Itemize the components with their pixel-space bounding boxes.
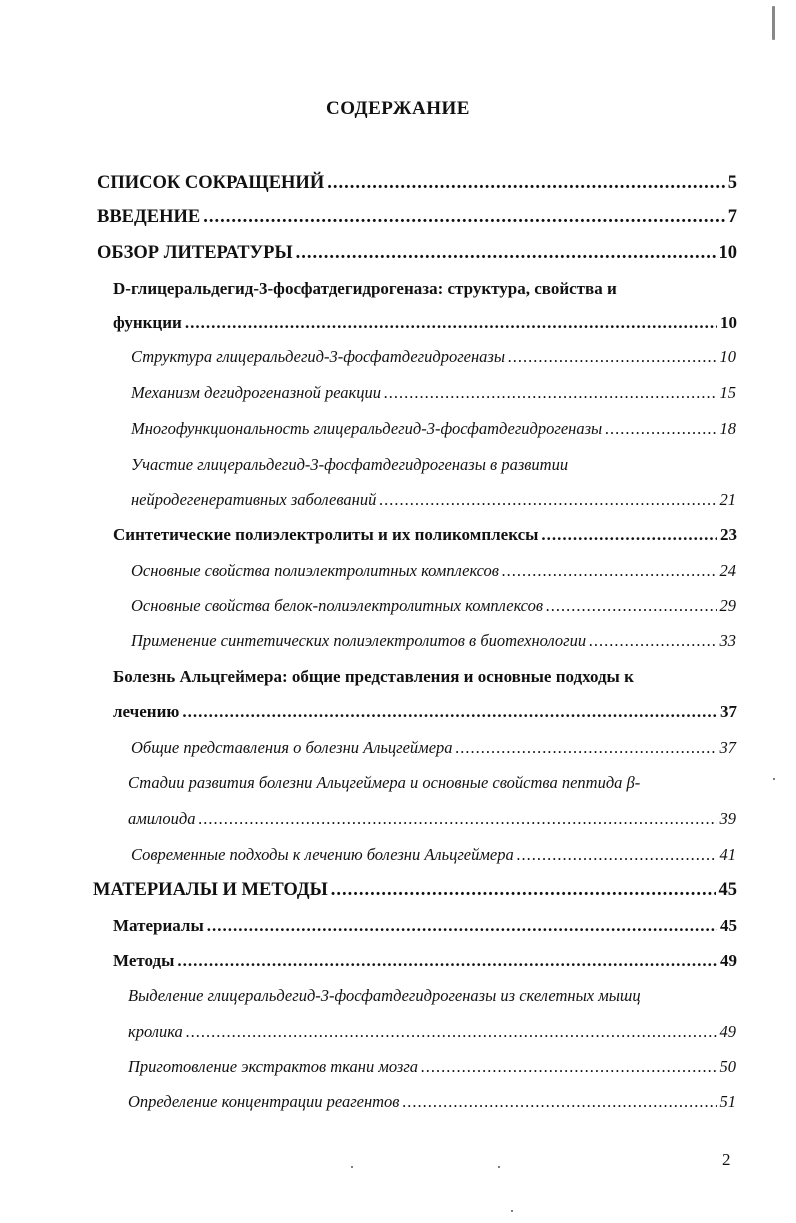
- dot-leader: [456, 735, 717, 761]
- toc-entry-pec-properties: [131, 558, 736, 584]
- toc-label: амилоида: [128, 809, 196, 828]
- toc-page: 37: [719, 738, 736, 757]
- dot-leader: [508, 344, 717, 370]
- toc-entry-alzheimer-stages-line1: Стадии развития болезни Альцгеймера и основные свойства пептида β-: [128, 773, 641, 792]
- toc-page: 41: [719, 845, 736, 864]
- scan-artifact: [351, 1166, 353, 1168]
- toc-label: ОБЗОР ЛИТЕРАТУРЫ: [97, 243, 293, 263]
- dot-leader: [177, 948, 717, 974]
- dot-leader: [517, 842, 717, 868]
- toc-page: 10: [720, 313, 737, 332]
- toc-entry-pe-biotech: [131, 628, 736, 654]
- toc-label: Применение синтетических полиэлектролитов в биотехнологии: [131, 631, 587, 650]
- toc-entry-gapdh: [113, 310, 737, 336]
- toc-page: 23: [720, 525, 737, 544]
- toc-entry-polyelectrolytes: [113, 522, 737, 548]
- toc-entry-reagent-concentration: [128, 1089, 736, 1115]
- toc-page: 10: [719, 347, 736, 366]
- toc-entry-alzheimer-modern: [131, 842, 736, 868]
- toc-page: 29: [719, 596, 736, 615]
- toc-entry-gapdh-neuro: [131, 487, 736, 513]
- dot-leader: [296, 240, 716, 266]
- toc-entry-literature-review: [97, 240, 737, 266]
- toc-page: 50: [719, 1057, 736, 1076]
- toc-entry-materials: [113, 913, 737, 939]
- dot-leader: [541, 522, 717, 548]
- toc-page: 18: [719, 419, 736, 438]
- dot-leader: [379, 487, 716, 513]
- toc-page: 45: [720, 916, 737, 935]
- toc-label: Синтетические полиэлектролиты и их поликомплексы: [113, 525, 539, 544]
- toc-page: 15: [719, 383, 736, 402]
- toc-label: Методы: [113, 951, 175, 970]
- dot-leader: [327, 170, 725, 196]
- toc-page: 45: [718, 880, 737, 900]
- toc-label: СПИСОК СОКРАЩЕНИЙ: [97, 173, 325, 193]
- toc-entry-materials-methods: [93, 877, 737, 903]
- toc-label: ВВЕДЕНИЕ: [97, 207, 201, 227]
- toc-label: Материалы: [113, 916, 204, 935]
- dot-leader: [421, 1054, 716, 1080]
- toc-page: 10: [718, 243, 737, 263]
- toc-entry-alzheimer: [113, 699, 737, 725]
- toc-entry-isolation: [128, 1019, 736, 1045]
- toc-page: 21: [719, 490, 736, 509]
- toc-entry-alzheimer-general: [131, 735, 736, 761]
- dot-leader: [605, 416, 716, 442]
- page-title: СОДЕРЖАНИЕ: [326, 98, 470, 119]
- toc-page: 5: [727, 173, 737, 193]
- toc-entry-alzheimer-stages: [128, 806, 736, 832]
- toc-entry-introduction: [97, 204, 737, 230]
- toc-page: 49: [720, 951, 737, 970]
- dot-leader: [546, 593, 717, 619]
- toc-page: 33: [719, 631, 736, 650]
- toc-entry-gapdh-neuro-line1: Участие глицеральдегид-3-фосфатдегидрогеназы в развитии: [131, 455, 569, 474]
- toc-page: 39: [719, 809, 736, 828]
- dot-leader: [207, 913, 717, 939]
- toc-page: 24: [719, 561, 736, 580]
- toc-label: Приготовление экстрактов ткани мозга: [128, 1057, 419, 1076]
- toc-entry-gapdh-multifunction: [131, 416, 736, 442]
- dot-leader: [186, 1019, 717, 1045]
- page-number: 2: [722, 1150, 731, 1169]
- toc-entry-brain-extracts: [128, 1054, 736, 1080]
- toc-page: 49: [719, 1022, 736, 1041]
- dot-leader: [203, 204, 725, 230]
- dot-leader: [502, 558, 717, 584]
- dot-leader: [182, 699, 717, 725]
- toc-entry-gapdh-structure: [131, 344, 736, 370]
- scan-artifact: [772, 6, 775, 40]
- toc-label: Общие представления о болезни Альцгеймера: [131, 738, 453, 757]
- scan-artifact: [498, 1166, 500, 1168]
- toc-entry-isolation-line1: Выделение глицеральдегид-3-фосфатдегидрогеназы из скелетных мышц: [128, 986, 641, 1005]
- toc-label: кролика: [128, 1022, 183, 1041]
- dot-leader: [185, 310, 717, 336]
- toc-entry-gapdh-line1: D-глицеральдегид-3-фосфатдегидрогеназа: структура, свойства и: [113, 279, 617, 298]
- toc-label: Основные свойства белок-полиэлектролитных комплексов: [131, 596, 543, 615]
- scan-artifact: [773, 778, 775, 780]
- toc-entry-gapdh-mechanism: [131, 380, 736, 406]
- toc-label: Многофункциональность глицеральдегид-3-фосфатдегидрогеназы: [131, 419, 603, 438]
- toc-page: 51: [719, 1092, 736, 1111]
- toc-label: Структура глицеральдегид-3-фосфатдегидрогеназы: [131, 347, 505, 366]
- dot-leader: [331, 877, 716, 903]
- toc-label: нейродегенеративных заболеваний: [131, 490, 377, 509]
- toc-label: функции: [113, 313, 182, 332]
- toc-label: МАТЕРИАЛЫ И МЕТОДЫ: [93, 880, 328, 900]
- dot-leader: [589, 628, 716, 654]
- toc-label: Механизм дегидрогеназной реакции: [131, 383, 382, 402]
- scan-artifact: [511, 1210, 513, 1212]
- dot-leader: [402, 1089, 716, 1115]
- toc-label: Определение концентрации реагентов: [128, 1092, 400, 1111]
- dot-leader: [384, 380, 716, 406]
- toc-label: Основные свойства полиэлектролитных комплексов: [131, 561, 499, 580]
- toc-entry-protein-pec-properties: [131, 593, 736, 619]
- toc-label: Современные подходы к лечению болезни Альцгеймера: [131, 845, 514, 864]
- toc-entry-abbreviations: [97, 170, 737, 196]
- toc-entry-alzheimer-line1: Болезнь Альцгеймера: общие представления и основные подходы к: [113, 667, 634, 686]
- toc-page: 37: [720, 702, 737, 721]
- toc-page: 7: [727, 207, 737, 227]
- toc-label: лечению: [113, 702, 180, 721]
- toc-entry-methods: [113, 948, 737, 974]
- dot-leader: [199, 806, 717, 832]
